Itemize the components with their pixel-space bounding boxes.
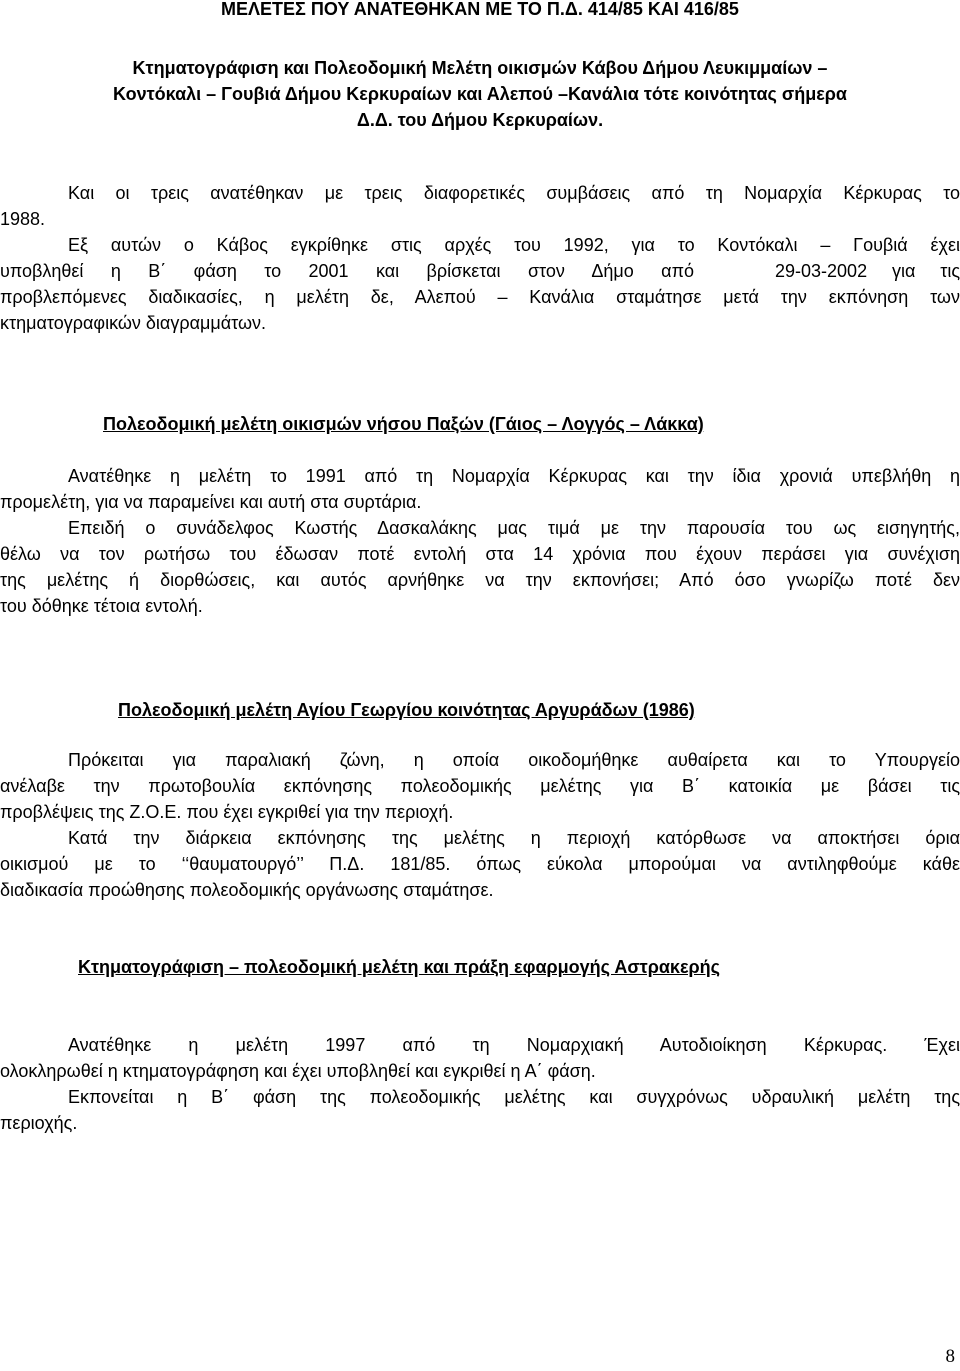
paragraph-line: της μελέτης ή διορθώσεις, και αυτός αρνήθηκε να την εκπονήσει; Από όσο γνωρίζω ποτέ δεν: [0, 570, 960, 590]
paragraph-line-date: 29-03-2002 για τις: [775, 261, 960, 281]
paragraph-line: Και οι τρεις ανατέθηκαν με τρεις διαφορετικές συμβάσεις από τη Νομαρχία Κέρκυρας το: [68, 183, 960, 203]
paragraph-line: Κατά την διάρκεια εκπόνησης της μελέτης η περιοχή κατόρθωσε να αποκτήσει όρια: [68, 828, 960, 848]
paragraph-line: Ανατέθηκε η μελέτη 1997 από τη Νομαρχιακή Αυτοδιοίκηση Κέρκυρας. Έχει: [68, 1035, 960, 1055]
paragraph-line: Εξ αυτών ο Κάβος εγκρίθηκε στις αρχές του 1992, για το Κοντόκαλι – Γουβιά έχει: [68, 235, 960, 255]
paragraph-line: υποβληθεί η Β΄ φάση το 2001 και βρίσκεται στον Δήμο από: [0, 261, 694, 281]
paragraph-line: προβλέψεις της Ζ.Ο.Ε. που έχει εγκριθεί για την περιοχή.: [0, 802, 454, 822]
section-heading: Κτηματογράφιση – πολεοδομική μελέτη και πράξη εφαρμογής Αστρακερής: [78, 957, 720, 977]
paragraph-line: περιοχής.: [0, 1113, 78, 1133]
paragraph-line: κτηματογραφικών διαγραμμάτων.: [0, 313, 267, 333]
paragraph-line: ολοκληρωθεί η κτηματογράφηση και έχει υποβληθεί και εγκριθεί η Α΄ φάση.: [0, 1061, 596, 1081]
paragraph-line: Επειδή ο συνάδελφος Κωστής Δασκαλάκης μας τιμά με την παρουσία του ως εισηγητής,: [68, 518, 960, 538]
paragraph-line: ανέλαβε την πρωτοβουλία εκπόνησης πολεοδομικής μελέτης για Β΄ κατοικία με βάσει τις: [0, 776, 960, 796]
paragraph-line: θέλω να τον ρωτήσω του έδωσαν ποτέ εντολή στα 14 χρόνια που έχουν περάσει για συνέχιση: [0, 544, 960, 564]
document-title-line-1: Κτηματογράφιση και Πολεοδομική Μελέτη οικισμών Κάβου Δήμου Λευκιμμαίων –: [132, 58, 828, 78]
section-heading: Πολεοδομική μελέτη Αγίου Γεωργίου κοινότητας Αργυράδων (1986): [118, 700, 695, 720]
paragraph-line: Πρόκειται για παραλιακή ζώνη, η οποία οικοδομήθηκε αυθαίρετα και το Υπουργείο: [68, 750, 960, 770]
paragraph-line: του δόθηκε τέτοια εντολή.: [0, 596, 203, 616]
paragraph-line: προμελέτη, για να παραμείνει και αυτή στα συρτάρια.: [0, 492, 422, 512]
paragraph-line: Ανατέθηκε η μελέτη το 1991 από τη Νομαρχία Κέρκυρας και την ίδια χρονιά υπεβλήθη η: [68, 466, 960, 486]
paragraph-line: οικισμού με το ‘‘θαυματουργό’’ Π.Δ. 181/85. όπως εύκολα μπορούμαι να αντιληφθούμε κάθε: [0, 854, 960, 874]
document-title-line-3: Δ.Δ. του Δήμου Κερκυραίων.: [356, 110, 604, 130]
paragraph-line: προβλεπόμενες διαδικασίες, η μελέτη δε, Αλεπού – Κανάλια σταμάτησε μετά την εκπόνηση των: [0, 287, 960, 307]
paragraph-line: διαδικασία προώθησης πολεοδομικής οργάνωσης σταμάτησε.: [0, 880, 494, 900]
paragraph-line: 1988.: [0, 209, 46, 229]
page-number: 8: [945, 1346, 955, 1367]
document-title-line-2: Κοντόκαλι – Γουβιά Δήμου Κερκυραίων και Αλεπού –Κανάλια τότε κοινότητας σήμερα: [113, 84, 847, 104]
top-heading: ΜΕΛΕΤΕΣ ΠΟΥ ΑΝΑΤΕΘΗΚΑΝ ΜΕ ΤΟ Π.Δ. 414/85 ΚΑΙ 416/85: [221, 0, 739, 19]
paragraph-line: Εκπονείται η Β΄ φάση της πολεοδομικής μελέτης και συγχρόνως υδραυλική μελέτη της: [68, 1087, 960, 1107]
section-heading: Πολεοδομική μελέτη οικισμών νήσου Παξών (Γάιος – Λογγός – Λάκκα): [103, 414, 704, 434]
